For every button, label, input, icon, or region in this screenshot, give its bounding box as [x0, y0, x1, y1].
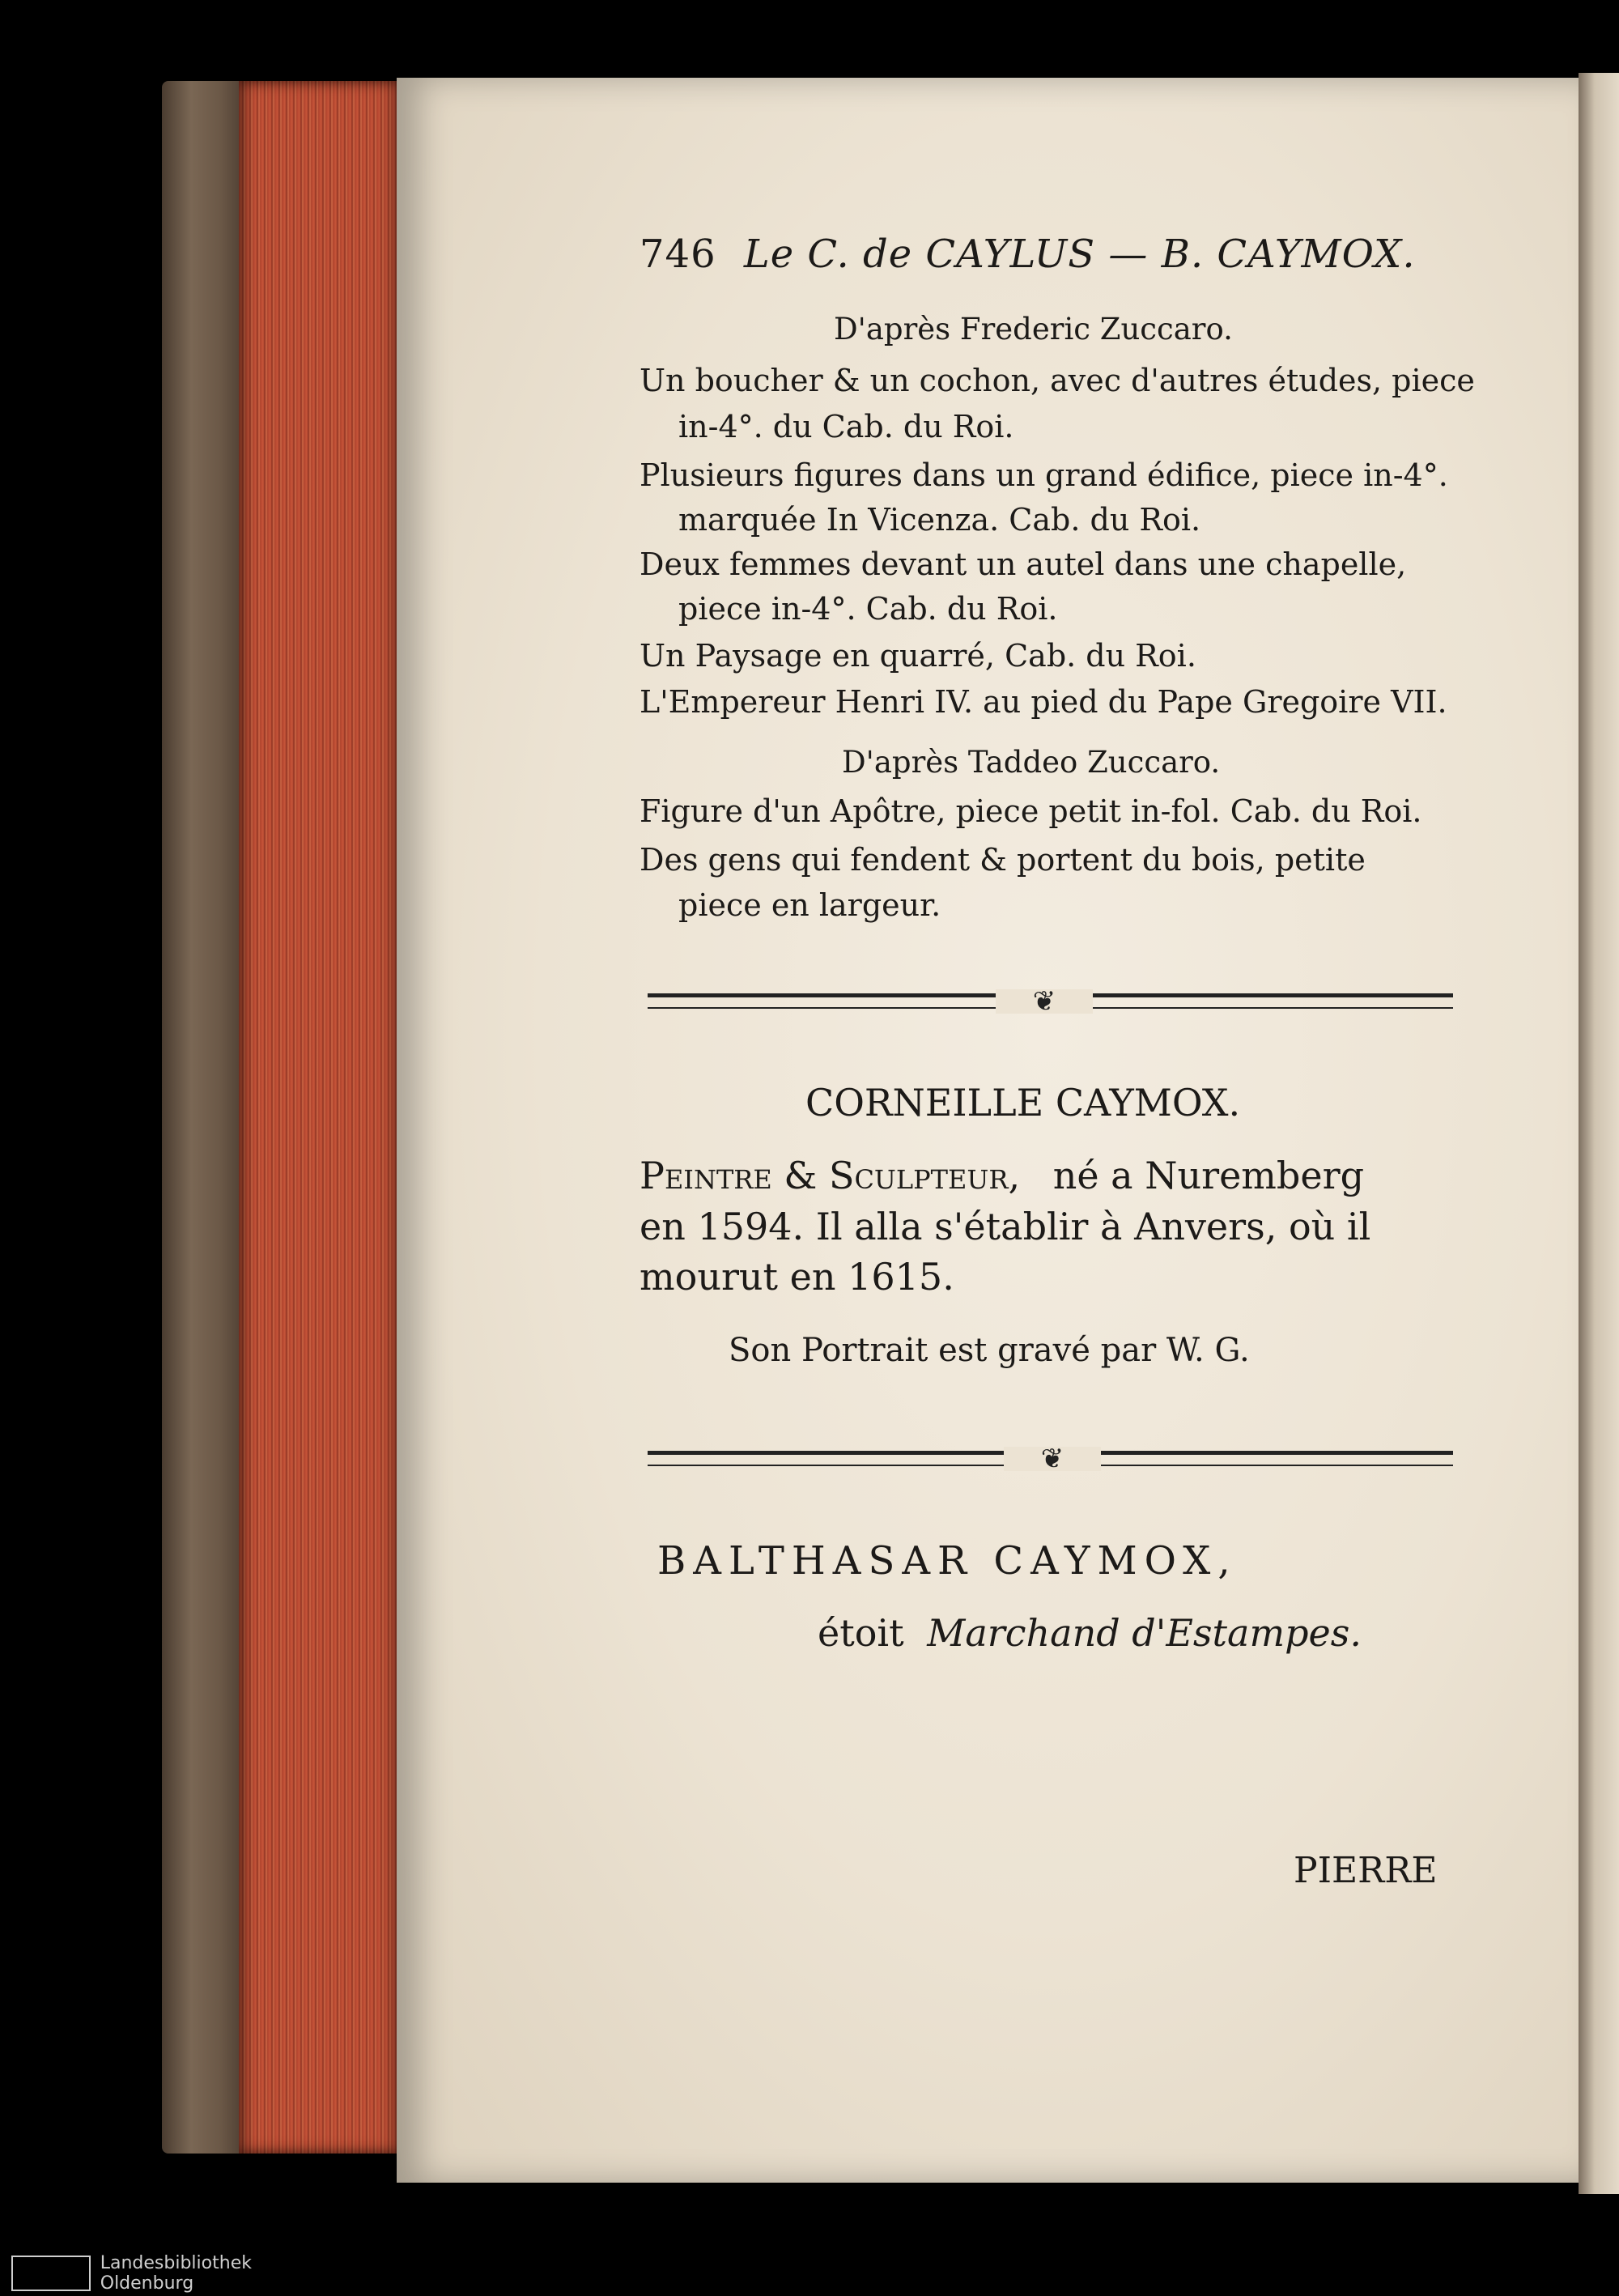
corneille-bio-line-3: mourut en 1615. — [640, 1255, 954, 1299]
entry-line: Plusieurs figures dans un grand édifice, piece in-4°. — [640, 457, 1448, 493]
entry-line: Figure d'un Apôtre, piece petit in-fol. Cab. du Roi. — [640, 793, 1422, 829]
entry-title-balthasar: BALTHASAR CAYMOX, — [657, 1538, 1238, 1584]
entry-line: Un Paysage en quarré, Cab. du Roi. — [640, 638, 1196, 674]
entry-line: piece in-4°. Cab. du Roi. — [678, 591, 1058, 627]
balthasar-description: étoit Marchand d'Estampes. — [818, 1611, 1362, 1655]
library-watermark — [0, 2251, 335, 2296]
running-head — [640, 232, 1416, 277]
entry-line: piece en largeur. — [678, 887, 941, 923]
entry-line: in-4°. du Cab. du Roi. — [678, 409, 1014, 444]
running-title: Le C. de CAYLUS — B. CAYMOX. — [743, 232, 1416, 277]
page-number: 746 — [640, 232, 716, 277]
ornament-icon: ❦ — [1004, 1447, 1101, 1471]
entry-line: Un boucher & un cochon, avec d'autres études, piece — [640, 363, 1475, 398]
entry-line: Deux femmes devant un autel dans une chapelle, — [640, 546, 1407, 582]
entry-line: Des gens qui fendent & portent du bois, petite — [640, 842, 1366, 878]
ornament-icon: ❦ — [996, 989, 1093, 1014]
entry-title-corneille: CORNEILLE CAYMOX. — [805, 1081, 1241, 1125]
library-logo-icon — [11, 2256, 91, 2291]
entry-line: marquée In Vicenza. Cab. du Roi. — [678, 502, 1201, 538]
catchword: PIERRE — [1294, 1850, 1438, 1891]
section-heading-taddeo: D'après Taddeo Zuccaro. — [842, 745, 1221, 780]
corneille-portrait-note: Son Portrait est gravé par W. G. — [729, 1332, 1250, 1369]
section-heading-frederic: D'après Frederic Zuccaro. — [834, 312, 1233, 347]
page-edges — [239, 81, 405, 2154]
entry-line: L'Empereur Henri IV. au pied du Pape Gregoire VII. — [640, 684, 1447, 720]
corneille-bio-line-2: en 1594. Il alla s'établir à Anvers, où il — [640, 1205, 1371, 1248]
facing-page-edge — [1579, 73, 1619, 2194]
library-name: Landesbibliothek Oldenburg — [100, 2253, 252, 2294]
corneille-bio-line-1: Peintre & Sculpteur, né a Nuremberg — [640, 1154, 1365, 1197]
